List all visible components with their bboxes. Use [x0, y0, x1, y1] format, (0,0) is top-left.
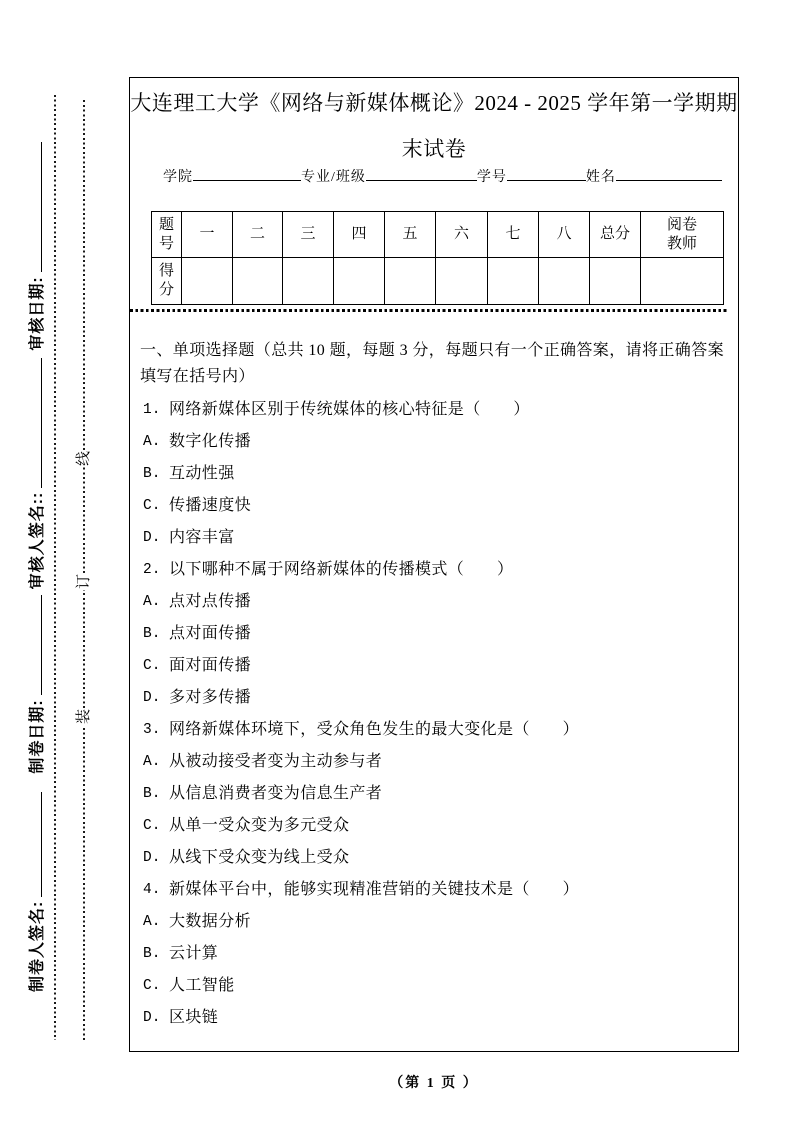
option-text: 从单一受众变为多元受众 [169, 817, 350, 834]
binding-dotted-line-inner [54, 95, 56, 1040]
option-line [143, 458, 730, 490]
questions-area [130, 338, 738, 1034]
info-field-label: 学号 [476, 170, 507, 185]
score-table-header-cell: 总分 [590, 212, 641, 258]
sidebar-signature-labels [24, 147, 50, 992]
option-key: D. [143, 690, 161, 706]
option-text: 点对点传播 [169, 593, 252, 610]
option-line [143, 938, 730, 970]
binding-char: 订 [76, 573, 92, 589]
score-cell-empty [539, 258, 590, 305]
score-table-header-row [152, 212, 724, 258]
score-cell-empty [233, 258, 283, 305]
score-table-header-cell: 二 [233, 212, 283, 258]
signature-blank-line [40, 358, 42, 488]
option-text: 从信息消费者变为信息生产者 [169, 785, 383, 802]
score-cell-empty [385, 258, 436, 305]
score-table-score-row [152, 258, 724, 305]
score-cell-empty [590, 258, 641, 305]
page-number: （第 1 页 ） [389, 1076, 479, 1091]
info-field-blank-line [616, 179, 722, 181]
option-key: A. [143, 914, 161, 930]
info-field-label: 姓名 [585, 170, 616, 185]
option-text: 区块链 [169, 1009, 219, 1026]
student-info-fields [163, 166, 718, 190]
sidebar-label: 审核日期: [29, 276, 46, 351]
signature-blank-line [40, 142, 42, 272]
option-key: D. [143, 1010, 161, 1026]
question-text: 以下哪种不属于网络新媒体的传播模式（ ） [169, 561, 514, 578]
question-line [143, 714, 730, 746]
score-cell-empty [283, 258, 334, 305]
option-key: C. [143, 498, 161, 514]
option-line [143, 906, 730, 938]
grader-cell-text: 阅卷教师 [666, 216, 697, 252]
binding-dots [83, 98, 85, 450]
option-text: 从被动接受者变为主动参与者 [169, 753, 383, 770]
info-field-blank-line [507, 179, 586, 181]
binding-char: 线 [76, 450, 92, 466]
score-table [151, 211, 724, 305]
score-table-header-cell [641, 212, 724, 258]
binding-dots [83, 725, 85, 1040]
option-text: 面对面传播 [169, 657, 252, 674]
option-key: B. [143, 626, 161, 642]
sidebar-label: 制卷人签名: [29, 900, 46, 992]
sidebar-label: 审核人签名:: [29, 491, 46, 590]
exam-paper-frame [129, 77, 739, 1052]
option-key: C. [143, 978, 161, 994]
option-text: 互动性强 [169, 465, 235, 482]
score-table-header-cell: 八 [539, 212, 590, 258]
question-list [140, 394, 730, 1034]
signature-blank-line [40, 595, 42, 695]
score-table-header-cell: 三 [283, 212, 334, 258]
score-cell-empty [334, 258, 385, 305]
option-line [143, 490, 730, 522]
score-row-label: 得分 [152, 258, 182, 305]
option-text: 云计算 [169, 945, 219, 962]
exam-title-line2: 末试卷 [401, 137, 467, 161]
question-number: 3. [143, 722, 161, 738]
info-field-blank-line [193, 179, 301, 181]
score-table-header-cell: 五 [385, 212, 436, 258]
dotted-separator [130, 309, 727, 312]
option-line [143, 682, 730, 714]
option-text: 内容丰富 [169, 529, 235, 546]
info-field-blank-line [366, 179, 477, 181]
exam-title [130, 91, 738, 161]
option-text: 从线下受众变为线上受众 [169, 849, 350, 866]
option-line [143, 586, 730, 618]
question-number: 4. [143, 882, 161, 898]
option-text: 数字化传播 [169, 433, 252, 450]
option-key: B. [143, 786, 161, 802]
question-number: 2. [143, 562, 161, 578]
option-key: A. [143, 594, 161, 610]
option-line [143, 810, 730, 842]
binding-line [74, 95, 94, 1040]
option-text: 传播速度快 [169, 497, 252, 514]
option-text: 大数据分析 [169, 913, 252, 930]
option-text: 点对面传播 [169, 625, 252, 642]
binding-dots [83, 590, 85, 708]
info-field-label: 学院 [163, 170, 193, 185]
question-text: 新媒体平台中，能够实现精准营销的关键技术是（ ） [169, 881, 580, 898]
score-table-header-cell: 七 [488, 212, 539, 258]
option-key: A. [143, 434, 161, 450]
score-cell-empty [641, 258, 724, 305]
option-key: B. [143, 946, 161, 962]
option-key: B. [143, 466, 161, 482]
section-heading: 一、单项选择题（总共 10 题，每题 3 分，每题只有一个正确答案，请将正确答案填写在括号内） [140, 342, 725, 385]
question-line [143, 874, 730, 906]
binding-dots [83, 467, 85, 573]
info-field-label: 专业/班级 [301, 170, 366, 185]
option-line [143, 618, 730, 650]
question-text: 网络新媒体环境下，受众角色发生的最大变化是（ ） [169, 721, 580, 738]
option-line [143, 650, 730, 682]
option-key: D. [143, 850, 161, 866]
score-table-header-cell: 题号 [152, 212, 182, 258]
score-table-header-cell: 四 [334, 212, 385, 258]
option-key: C. [143, 818, 161, 834]
option-line [143, 970, 730, 1002]
option-key: A. [143, 754, 161, 770]
sidebar-label: 制卷日期: [29, 699, 46, 774]
option-line [143, 746, 730, 778]
option-line [143, 1002, 730, 1034]
option-key: D. [143, 530, 161, 546]
score-cell-empty [436, 258, 488, 305]
option-line [143, 778, 730, 810]
binding-char: 装 [76, 708, 92, 724]
question-line [143, 554, 730, 586]
score-table-header-cell: 一 [182, 212, 233, 258]
question-number: 1. [143, 402, 161, 418]
option-line [143, 522, 730, 554]
exam-title-line1: 大连理工大学《网络与新媒体概论》2024 - 2025 学年第一学期期 [130, 91, 738, 115]
option-line [143, 426, 730, 458]
option-text: 人工智能 [169, 977, 235, 994]
question-line [143, 394, 730, 426]
option-key: C. [143, 658, 161, 674]
question-text: 网络新媒体区别于传统媒体的核心特征是（ ） [169, 401, 530, 418]
score-table-header-cell: 六 [436, 212, 488, 258]
score-cell-empty [182, 258, 233, 305]
option-line [143, 842, 730, 874]
signature-blank-line [40, 792, 42, 897]
score-cell-empty [488, 258, 539, 305]
option-text: 多对多传播 [169, 689, 252, 706]
